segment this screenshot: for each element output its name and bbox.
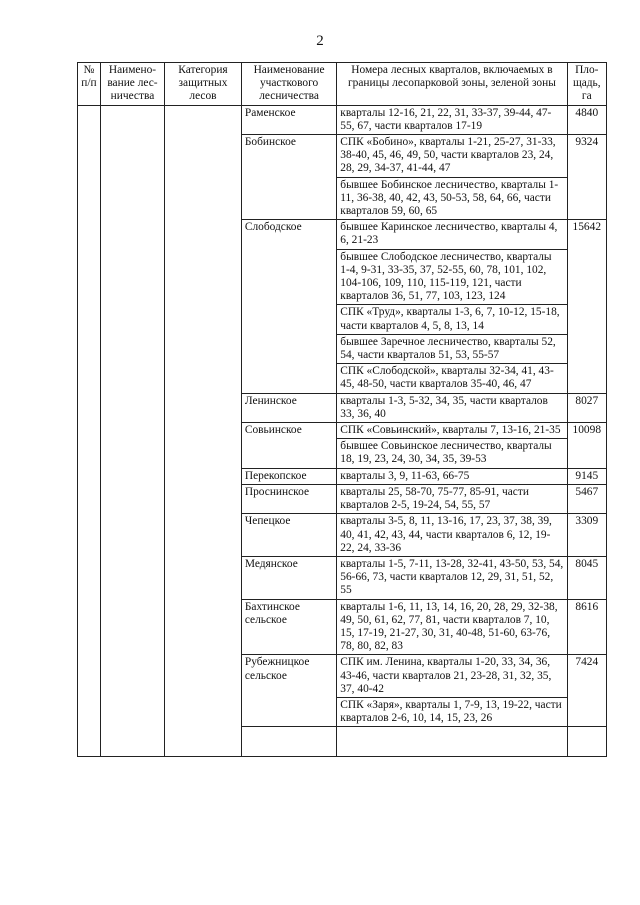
forestry-name-cell <box>100 105 164 757</box>
area-cell: 8045 <box>567 556 606 599</box>
district-cell: Ленинское <box>241 393 336 422</box>
page-number: 2 <box>316 33 324 49</box>
district-cell: Чепецкое <box>241 514 336 557</box>
header-forestry-name: Наимено-вание лес-ничества <box>100 63 164 106</box>
header-quarters: Номера лесных кварталов, включаемых в границы лесопарковой зоны, зеленой зоны <box>337 63 567 106</box>
quarters-cell: кварталы 25, 58-70, 75-77, 85-91, части кварталов 2-5, 19-24, 54, 55, 57 <box>337 484 567 513</box>
header-area: Пло-щадь, га <box>567 63 606 106</box>
area-cell: 9145 <box>567 468 606 484</box>
quarters-cell: СПК им. Ленина, кварталы 1-20, 33, 34, 36, 43-46, части кварталов 21, 23-28, 31, 32, 35, 37, 40-42 <box>337 655 567 698</box>
district-cell: Совьинское <box>241 423 336 469</box>
district-cell: Бахтинское сельское <box>241 599 336 655</box>
header-category: Категория защитных лесов <box>165 63 242 106</box>
district-cell: Бобинское <box>241 135 336 220</box>
district-cell: Перекопское <box>241 468 336 484</box>
quarters-cell: бывшее Заречное лесничество, кварталы 52, 54, части кварталов 51, 53, 55-57 <box>337 334 567 363</box>
district-cell: Проснинское <box>241 484 336 513</box>
quarters-cell: СПК «Бобино», кварталы 1-21, 25-27, 31-33, 38-40, 45, 46, 49, 50, части кварталов 23, 24, 28, 29, 34-37, 41-44, 47 <box>337 135 567 178</box>
district-cell: Медянское <box>241 556 336 599</box>
category-cell <box>165 105 242 757</box>
quarters-cell: бывшее Совьинское лесничество, кварталы 18, 19, 23, 24, 30, 34, 35, 39-53 <box>337 439 567 468</box>
forest-quarters-table <box>77 62 607 757</box>
district-cell: Рубежницкое сельское <box>241 655 336 727</box>
quarters-cell: кварталы 1-5, 7-11, 13-28, 32-41, 43-50, 53, 54, 56-66, 73, части кварталов 12, 29, 31, 51, 52, 55 <box>337 556 567 599</box>
quarters-cell: кварталы 3, 9, 11-63, 66-75 <box>337 468 567 484</box>
quarters-cell: кварталы 3-5, 8, 11, 13-16, 17, 23, 37, 38, 39, 40, 41, 42, 43, 44, части кварталов 6, 12, 19-22, 24, 33-36 <box>337 514 567 557</box>
table-header-row <box>78 63 607 106</box>
district-cell: Раменское <box>241 105 336 134</box>
quarters-cell: кварталы 1-6, 11, 13, 14, 16, 20, 28, 29, 32-38, 49, 50, 61, 62, 77, 81, части кварталов 7, 10, 15, 17-19, 21-27, 30, 31, 40-48, 51-60, 63-76, 78, 80, 82, 83 <box>337 599 567 655</box>
area-cell: 9324 <box>567 135 606 220</box>
quarters-cell: бывшее Каринское лесничество, кварталы 4, 6, 21-23 <box>337 220 567 249</box>
quarters-cell: СПК «Слободской», кварталы 32-34, 41, 43-45, 48-50, части кварталов 35-40, 46, 47 <box>337 364 567 393</box>
table-row <box>78 105 607 134</box>
quarters-cell: бывшее Бобинское лесничество, кварталы 1-11, 36-38, 40, 42, 43, 50-53, 58, 64, 66, части кварталов 59, 60, 65 <box>337 177 567 220</box>
num-cell <box>78 105 101 757</box>
quarters-cell: СПК «Совьинский», кварталы 7, 13-16, 21-35 <box>337 423 567 439</box>
table-body <box>78 105 607 757</box>
quarters-cell: кварталы 12-16, 21, 22, 31, 33-37, 39-44, 47-55, 67, части кварталов 17-19 <box>337 105 567 134</box>
area-cell: 7424 <box>567 655 606 727</box>
header-district: Наименование участкового лесничества <box>241 63 336 106</box>
district-cell: Слободское <box>241 220 336 393</box>
header-num: № п/п <box>78 63 101 106</box>
empty-cell <box>337 727 567 757</box>
quarters-cell: СПК «Труд», кварталы 1-3, 6, 7, 10-12, 15-18, части кварталов 4, 5, 8, 13, 14 <box>337 305 567 334</box>
quarters-cell: СПК «Заря», кварталы 1, 7-9, 13, 19-22, части кварталов 2-6, 10, 14, 15, 23, 26 <box>337 697 567 726</box>
quarters-cell: кварталы 1-3, 5-32, 34, 35, части кварталов 33, 36, 40 <box>337 393 567 422</box>
area-cell: 8027 <box>567 393 606 422</box>
area-cell: 3309 <box>567 514 606 557</box>
empty-cell <box>567 727 606 757</box>
quarters-cell: бывшее Слободское лесничество, кварталы 1-4, 9-31, 33-35, 37, 52-55, 60, 78, 101, 102, 104-106, 109, 110, 115-119, 121, части кварталов 36, 51, 77, 103, 123, 124 <box>337 249 567 305</box>
area-cell: 15642 <box>567 220 606 393</box>
area-cell: 4840 <box>567 105 606 134</box>
area-cell: 8616 <box>567 599 606 655</box>
area-cell: 5467 <box>567 484 606 513</box>
area-cell: 10098 <box>567 423 606 469</box>
empty-cell <box>241 727 336 757</box>
